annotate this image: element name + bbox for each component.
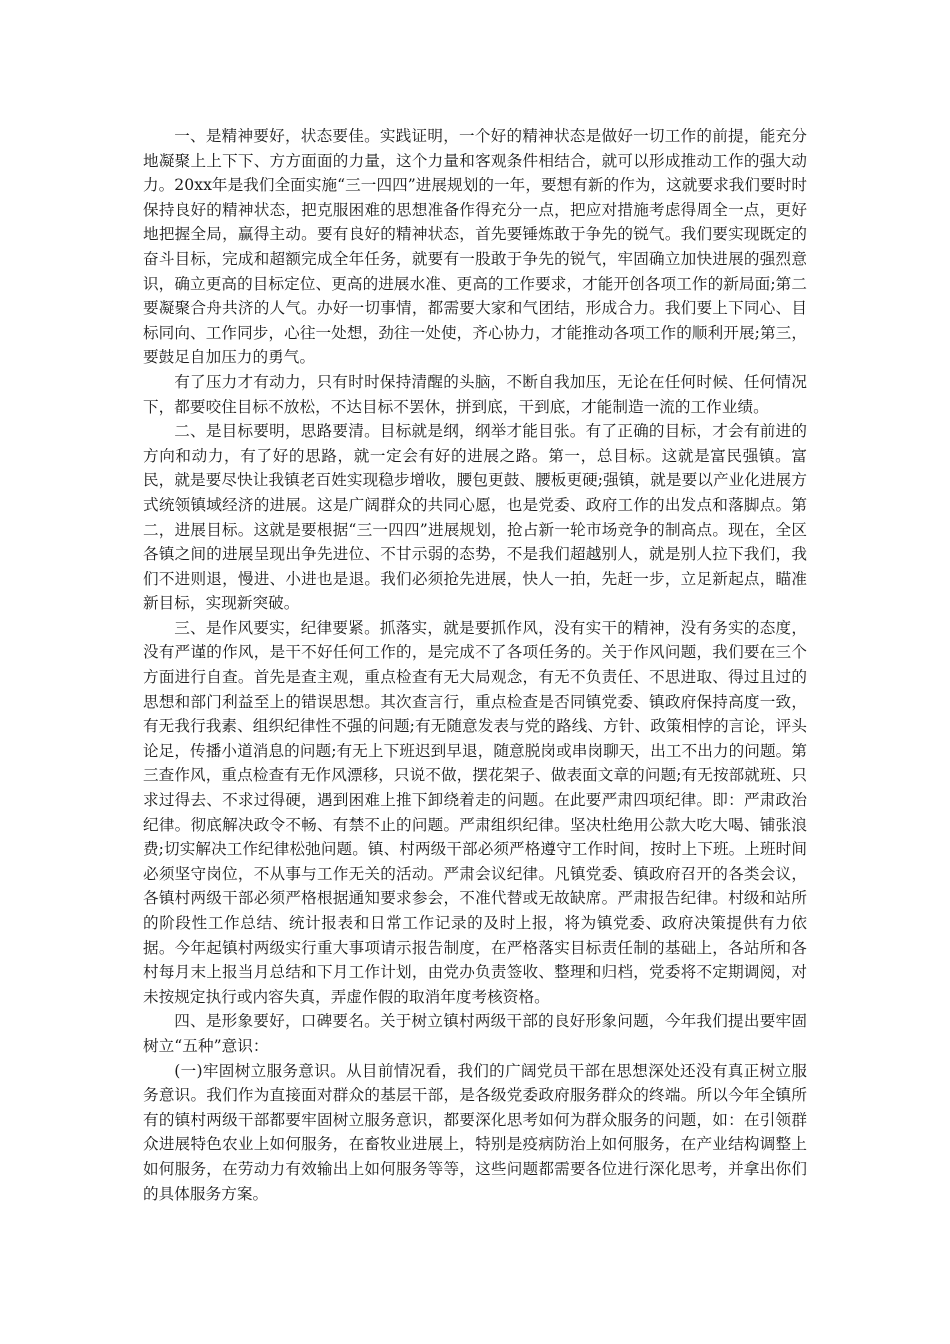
paragraph-discipline: 三、是作风要实，纪律要紧。抓落实，就是要抓作风，没有实干的精神，没有务实的态度，没有严谨的作风，是干不好任何工作的，是完成不了各项任务的。关于作风问题，我们要在三个方面进行自查。首先是查主观，重点检查有无大局观念，有无不负责任、不思进取、得过且过的思想和部门利益至上的错误思想。其次查言行，重点检查是否同镇党委、镇政府保持高度一致，有无我行我素、组织纪律性不强的问题;有无随意发表与党的路线、方针、政策相悖的言论，评头论足，传播小道消息的问题;有无上下班迟到早退，随意脱岗或串岗聊天，出工不出力的问题。第三查作风，重点检查有无作风漂移，只说不做，摆花架子、做表面文章的问题;有无按部就班、只求过得去、不求过得硬，遇到困难上推下卸绕着走的问题。在此要严肃四项纪律。即：严肃政治纪律。彻底解决政令不畅、有禁不止的问题。严肃组织纪律。坚决杜绝用公款大吃大喝、铺张浪费;切实解决工作纪律松弛问题。镇、村两级干部必须严格遵守工作时间，按时上下班。上班时间必须坚守岗位，不从事与工作无关的活动。严肃会议纪律。凡镇党委、镇政府召开的各类会议，各镇村两级干部必须严格根据通知要求参会，不准代替或无故缺席。严肃报告纪律。村级和站所的阶段性工作总结、统计报表和日常工作记录的及时上报，将为镇党委、政府决策提供有力依据。今年起镇村两级实行重大事项请示报告制度，在严格落实目标责任制的基础上，各站所和各村每月末上报当月总结和下月工作计划，由党办负责签收、整理和归档，党委将不定期调阅，对未按规定执行或内容失真，弄虚作假的取消年度考核资格。 bbox=[143, 618, 807, 1006]
paragraph-pressure: 有了压力才有动力，只有时时保持清醒的头脑，不断自我加压，无论在任何时候、任何情况下，都要咬住目标不放松，不达目标不罢休，拼到底，干到底，才能制造一流的工作业绩。 bbox=[143, 372, 807, 416]
paragraph-spirit: 一、是精神要好，状态要佳。实践证明，一个好的精神状态是做好一切工作的前提，能充分地凝聚上上下下、方方面面的力量，这个力量和客观条件相结合，就可以形成推动工作的强大动力。20xx年是我们全面实施“三一四四”进展规划的一年，要想有新的作为，这就要求我们要时时保持良好的精神状态，把克服困难的思想准备作得充分一点，把应对措施考虑得周全一点，更好地把握全局，赢得主动。要有良好的精神状态，首先要锤炼敢于争先的锐气。我们要实现既定的奋斗目标，完成和超额完成全年任务，就要有一股敢于争先的锐气，牢固确立加快进展的强烈意识，确立更高的目标定位、更高的进展水准、更高的工作要求，才能开创各项工作的新局面;第二要凝聚合舟共济的人气。办好一切事情，都需要大家和气团结，形成合力。我们要上下同心、目标同向、工作同步，心往一处想，劲往一处使，齐心协力，才能推动各项工作的顺利开展;第三，要鼓足自加压力的勇气。 bbox=[143, 127, 807, 367]
paragraph-image: 四、是形象要好，口碑要名。关于树立镇村两级干部的良好形象问题，今年我们提出要牢固树立“五种”意识： bbox=[143, 1012, 807, 1055]
paragraph-service: (一)牢固树立服务意识。从目前情况看，我们的广阔党员干部在思想深处还没有真正树立服务意识。我们作为直接面对群众的基层干部，是各级党委政府服务群众的终端。所以今年全镇所有的镇村两级干部都要牢固树立服务意识，都要深化思考如何为群众服务的问题，如：在引领群众进展特色农业上如何服务，在畜牧业进展上，特别是疫病防治上如何服务，在产业结构调整上如何服务，在劳动力有效输出上如何服务等等，这些问题都需要各位进行深化思考，并拿出你们的具体服务方案。 bbox=[143, 1061, 807, 1203]
paragraph-goals: 二、是目标要明，思路要清。目标就是纲，纲举才能目张。有了正确的目标，才会有前进的方向和动力，有了好的思路，就一定会有好的进展之路。第一，总目标。这就是富民强镇。富民，就是要尽快让我镇老百姓实现稳步增收，腰包更鼓、腰板更硬;强镇，就是要以产业化进展方式统领镇域经济的进展。这是广阔群众的共同心愿，也是党委、政府工作的出发点和落脚点。第二，进展目标。这就是要根据“三一四四”进展规划，抢占新一轮市场竞争的制高点。现在，全区各镇之间的进展呈现出争先进位、不甘示弱的态势，不是我们超越别人，就是别人拉下我们，我们不进则退，慢进、小进也是退。我们必须抢先进展，快人一拍，先赶一步，立足新起点，瞄准新目标，实现新突破。 bbox=[143, 422, 807, 613]
document-body bbox=[143, 124, 807, 1206]
